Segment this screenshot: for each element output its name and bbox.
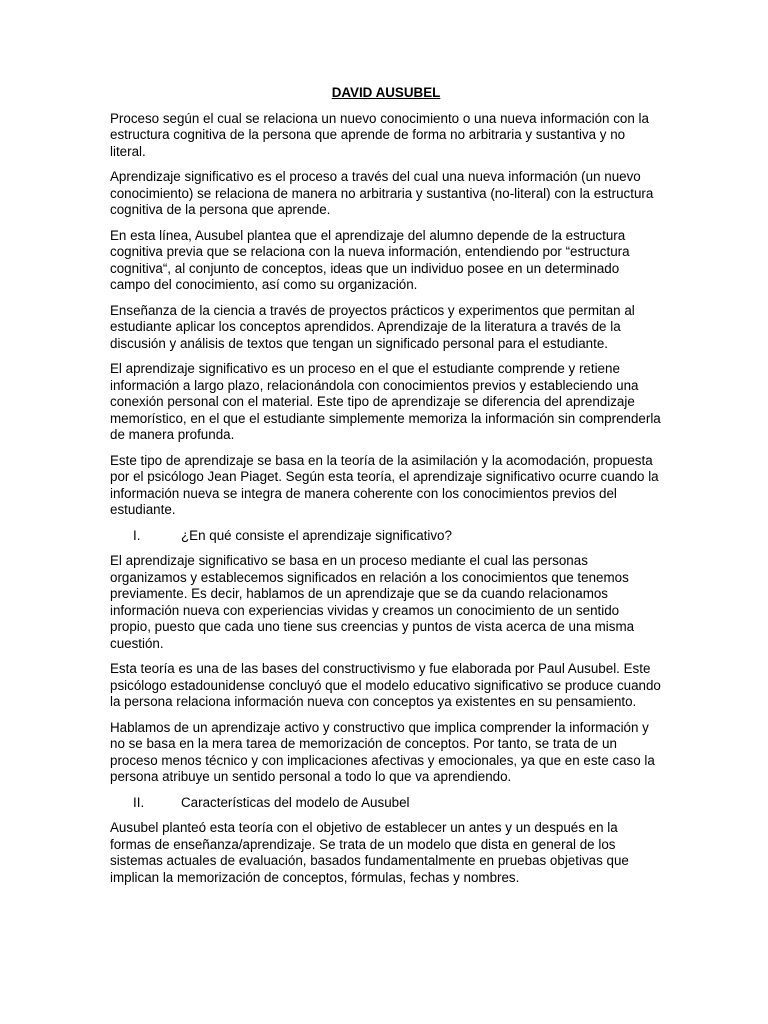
section-heading-1 [110,528,662,545]
document-page [110,85,662,895]
paragraph-7: El aprendizaje significativo se basa en un proceso mediante el cual las personas organizamos y establecemos significados en relación a los conocimientos que tenemos previamente. Es decir, hablamos de un aprendizaje que se da cuando relacionamos información nueva con experiencias vividas y creamos un conocimiento de un sentido propio, puesto que cada uno tiene sus creencias y puntos de vista acerca de una misma cuestión. [110,553,635,651]
paragraph-4: Enseñanza de la ciencia a través de proyectos prácticos y experimentos que permitan al estudiante aplicar los conceptos aprendidos. Aprendizaje de la literatura a través de la discusión y análisis de textos que tengan un significado personal para el estudiante. [110,302,635,351]
section-title-2: Características del modelo de Ausubel [181,794,410,810]
paragraph-5: El aprendizaje significativo es un proceso en el que el estudiante comprende y retiene información a largo plazo, relacionándola con conocimientos previos y estableciendo una conexión personal con el material. Este tipo de aprendizaje se diferencia del aprendizaje memorístico, en el que el estudiante simplemente memoriza la información sin comprenderla de manera profunda. [110,361,661,442]
document-title: DAVID AUSUBEL [331,85,441,100]
paragraph-9: Hablamos de un aprendizaje activo y constructivo que implica comprender la información y no se basa en la mera tarea de memorización de conceptos. Por tanto, se trata de un proceso menos técnico y con implicaciones afectivas y emocionales, ya que en este caso la persona atribuye un sentido personal a todo lo que va aprendiendo. [110,719,655,784]
paragraph-1: Proceso según el cual se relaciona un nuevo conocimiento o una nueva información con la estructura cognitiva de la persona que aprende de forma no arbitraria y sustantiva y no literal. [110,110,649,159]
section-title-1: ¿En qué consiste el aprendizaje significativo? [181,527,452,543]
paragraph-10: Ausubel planteó esta teoría con el objetivo de establecer un antes y un después en la formas de enseñanza/aprendizaje. Se trata de un modelo que dista en general de los sistemas actuales de evaluación, basados fundamentalmente en pruebas objetivas que implican la memorización de conceptos, fórmulas, fechas y nombres. [110,820,629,885]
section-number-2: II. [133,794,145,810]
paragraph-6: Este tipo de aprendizaje se basa en la teoría de la asimilación y la acomodación, propuesta por el psicólogo Jean Piaget. Según esta teoría, el aprendizaje significativo ocurre cuando la información nueva se integra de manera coherente con los conocimientos previos del estudiante. [110,452,659,517]
paragraph-8: Esta teoría es una de las bases del constructivismo y fue elaborada por Paul Ausubel. Este psicólogo estadounidense concluyó que el modelo educativo significativo se produce cuando la persona relaciona información nueva con conceptos ya existentes en su pensamiento. [110,661,661,709]
paragraph-2: Aprendizaje significativo es el proceso a través del cual una nueva información (un nuevo conocimiento) se relaciona de manera no arbitraria y sustantiva (no-literal) con la estructura cognitiva de la persona que aprende. [110,169,654,217]
section-heading-2 [110,795,662,812]
section-number-1: I. [133,527,141,543]
paragraph-3: En esta línea, Ausubel plantea que el aprendizaje del alumno depende de la estructura cognitiva previa que se relaciona con la nueva información, entendiendo por “estructura cognitiva“, al conjunto de conceptos, ideas que un individuo posee en un determinado campo del conocimiento, así como su organización. [110,227,630,292]
